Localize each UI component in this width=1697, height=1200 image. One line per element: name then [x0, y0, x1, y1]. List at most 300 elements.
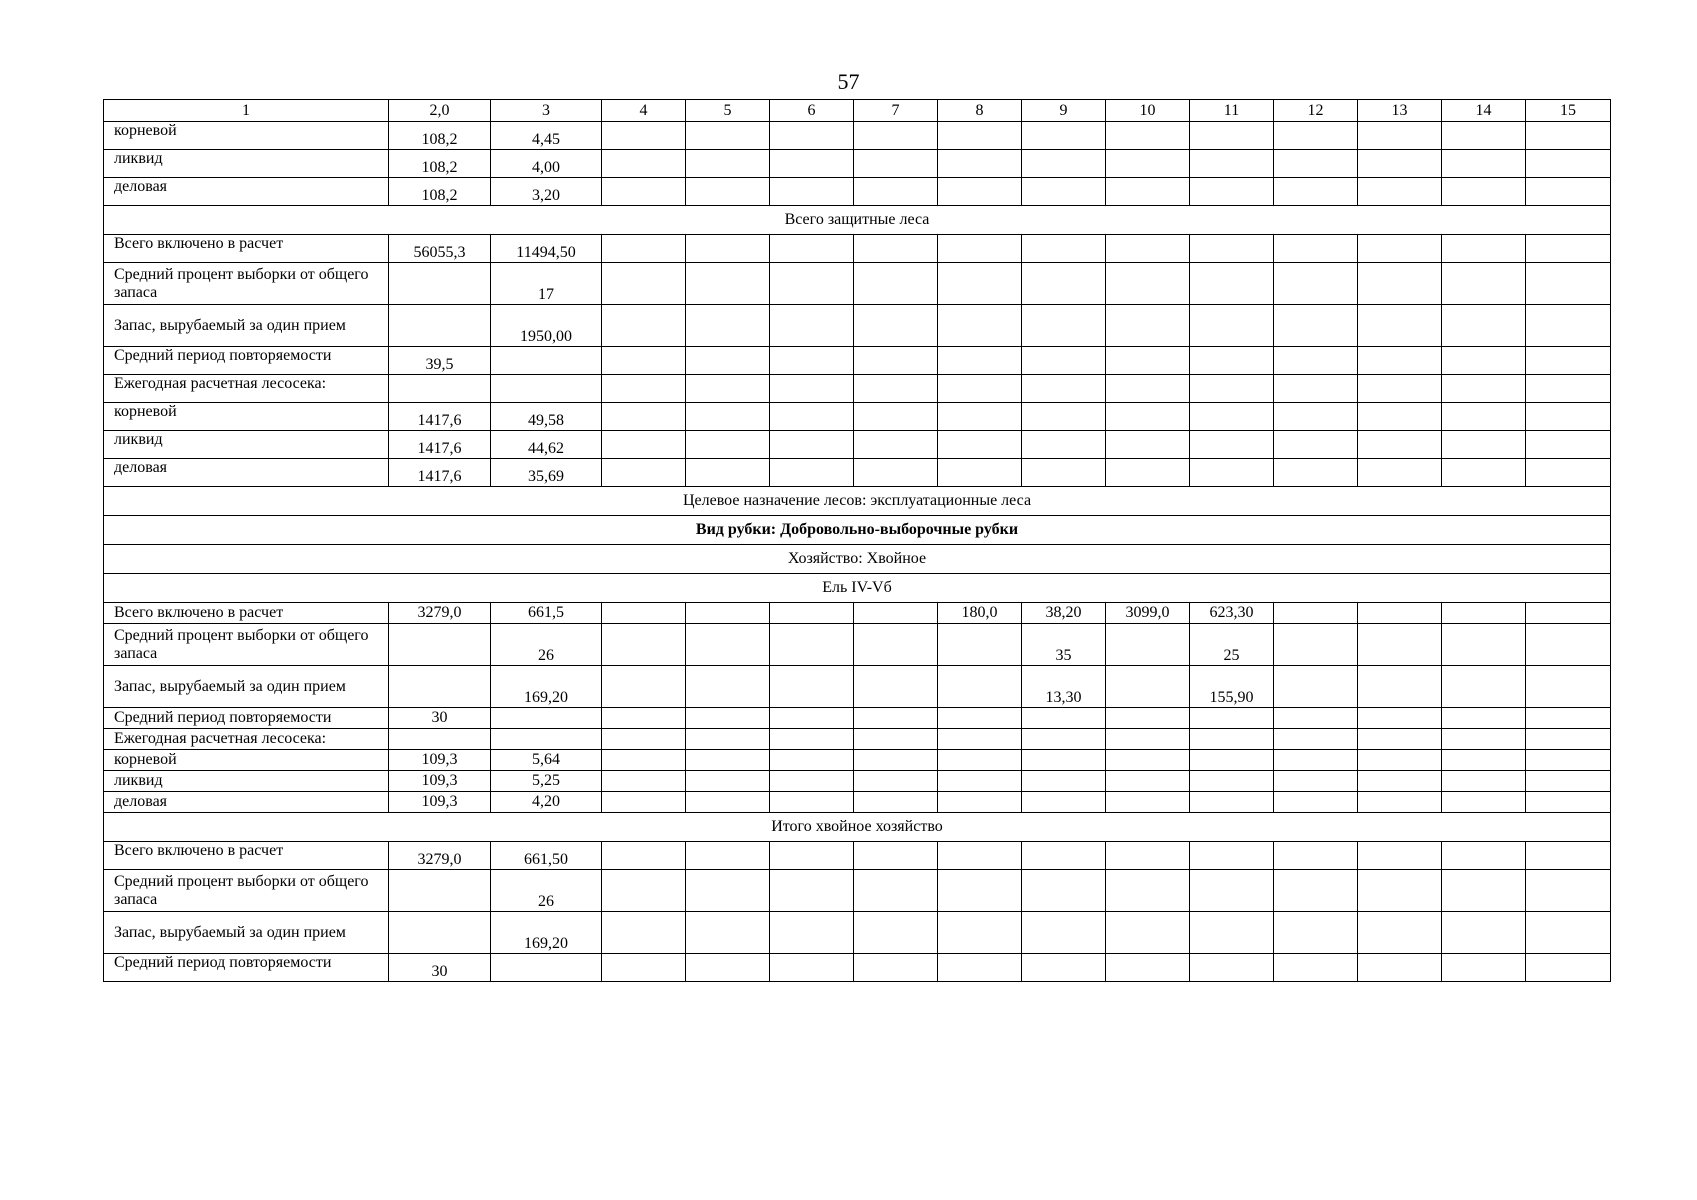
value-cell [1274, 912, 1358, 954]
value-cell [1358, 666, 1442, 708]
value-cell [1526, 347, 1611, 375]
value-cell [770, 708, 854, 729]
value-cell [770, 750, 854, 771]
value-cell [854, 347, 938, 375]
row-label: ликвид [104, 431, 389, 459]
table-row [104, 305, 1611, 347]
value-cell [1190, 375, 1274, 403]
value-cell: 35 [1022, 624, 1106, 666]
value-cell [1274, 347, 1358, 375]
value-cell [389, 263, 491, 305]
value-cell [1274, 666, 1358, 708]
value-cell [854, 708, 938, 729]
value-cell [602, 150, 686, 178]
value-cell [1190, 431, 1274, 459]
value-cell [1022, 347, 1106, 375]
value-cell [686, 603, 770, 624]
section-heading-row [104, 813, 1611, 842]
value-cell: 25 [1190, 624, 1274, 666]
table-row [104, 150, 1611, 178]
value-cell: 3279,0 [389, 842, 491, 870]
table-row [104, 178, 1611, 206]
value-cell [389, 375, 491, 403]
column-number-cell: 2,0 [389, 100, 491, 122]
value-cell [1190, 347, 1274, 375]
row-label: Средний процент выборки от общего запаса [104, 263, 389, 305]
value-cell [854, 235, 938, 263]
value-cell: 49,58 [491, 403, 602, 431]
value-cell [770, 771, 854, 792]
row-label: Средний период повторяемости [104, 708, 389, 729]
value-cell [1526, 954, 1611, 982]
column-number-cell: 5 [686, 100, 770, 122]
value-cell [602, 403, 686, 431]
value-cell [1106, 792, 1190, 813]
value-cell [1442, 459, 1526, 487]
table-row [104, 375, 1611, 403]
value-cell [1022, 178, 1106, 206]
value-cell [1274, 305, 1358, 347]
value-cell [1358, 912, 1442, 954]
value-cell [1106, 771, 1190, 792]
value-cell [1526, 403, 1611, 431]
row-label: деловая [104, 459, 389, 487]
felling-calculation-table [103, 99, 1611, 982]
value-cell [854, 624, 938, 666]
section-heading-row [104, 574, 1611, 603]
table-row [104, 708, 1611, 729]
value-cell [1190, 235, 1274, 263]
section-heading-row [104, 206, 1611, 235]
value-cell [1442, 771, 1526, 792]
value-cell: 11494,50 [491, 235, 602, 263]
value-cell [1358, 624, 1442, 666]
value-cell [1022, 305, 1106, 347]
value-cell: 26 [491, 624, 602, 666]
value-cell [1106, 375, 1190, 403]
value-cell [1526, 431, 1611, 459]
value-cell [686, 150, 770, 178]
row-label: Средний процент выборки от общего запаса [104, 624, 389, 666]
table-row [104, 624, 1611, 666]
value-cell [1190, 954, 1274, 982]
value-cell [1190, 178, 1274, 206]
table-row [104, 235, 1611, 263]
value-cell [389, 624, 491, 666]
value-cell [1274, 842, 1358, 870]
value-cell [1442, 375, 1526, 403]
value-cell [1442, 792, 1526, 813]
value-cell [686, 235, 770, 263]
value-cell [1442, 954, 1526, 982]
value-cell [854, 150, 938, 178]
value-cell [770, 431, 854, 459]
value-cell [1274, 235, 1358, 263]
table-row [104, 122, 1611, 150]
section-heading: Всего защитные леса [104, 206, 1611, 235]
value-cell [1358, 729, 1442, 750]
value-cell [1526, 178, 1611, 206]
value-cell [1358, 235, 1442, 263]
value-cell [602, 235, 686, 263]
value-cell [1274, 431, 1358, 459]
value-cell [938, 235, 1022, 263]
value-cell [1526, 263, 1611, 305]
value-cell [854, 375, 938, 403]
value-cell [1358, 403, 1442, 431]
value-cell [602, 603, 686, 624]
value-cell [1526, 603, 1611, 624]
value-cell [854, 792, 938, 813]
value-cell: 1417,6 [389, 403, 491, 431]
value-cell [389, 912, 491, 954]
value-cell [854, 771, 938, 792]
row-label: Ежегодная расчетная лесосека: [104, 729, 389, 750]
value-cell [1358, 305, 1442, 347]
value-cell [1022, 403, 1106, 431]
value-cell [1022, 708, 1106, 729]
section-heading: Хозяйство: Хвойное [104, 545, 1611, 574]
value-cell [770, 666, 854, 708]
value-cell [686, 263, 770, 305]
value-cell [1526, 842, 1611, 870]
value-cell [1022, 375, 1106, 403]
value-cell [1358, 771, 1442, 792]
value-cell: 5,25 [491, 771, 602, 792]
value-cell: 38,20 [1022, 603, 1106, 624]
value-cell [602, 431, 686, 459]
value-cell [770, 870, 854, 912]
value-cell: 26 [491, 870, 602, 912]
value-cell [938, 403, 1022, 431]
value-cell [1274, 771, 1358, 792]
value-cell [1022, 122, 1106, 150]
value-cell [938, 842, 1022, 870]
value-cell [602, 842, 686, 870]
value-cell: 109,3 [389, 750, 491, 771]
table-row [104, 729, 1611, 750]
value-cell [1022, 870, 1106, 912]
value-cell: 4,20 [491, 792, 602, 813]
value-cell [686, 912, 770, 954]
value-cell [1190, 912, 1274, 954]
value-cell [1526, 235, 1611, 263]
value-cell [1526, 624, 1611, 666]
value-cell [602, 954, 686, 982]
value-cell [938, 122, 1022, 150]
value-cell [389, 305, 491, 347]
value-cell: 169,20 [491, 666, 602, 708]
value-cell [1358, 708, 1442, 729]
value-cell [686, 842, 770, 870]
section-heading-row [104, 487, 1611, 516]
value-cell [770, 729, 854, 750]
value-cell [686, 178, 770, 206]
value-cell: 109,3 [389, 792, 491, 813]
value-cell [938, 954, 1022, 982]
value-cell [1106, 842, 1190, 870]
row-label: ликвид [104, 771, 389, 792]
value-cell: 35,69 [491, 459, 602, 487]
value-cell: 3,20 [491, 178, 602, 206]
value-cell [938, 771, 1022, 792]
value-cell [854, 729, 938, 750]
value-cell [1442, 729, 1526, 750]
value-cell [854, 431, 938, 459]
table-row [104, 666, 1611, 708]
value-cell [1442, 431, 1526, 459]
value-cell [602, 870, 686, 912]
value-cell [491, 729, 602, 750]
value-cell [1190, 459, 1274, 487]
value-cell [1274, 870, 1358, 912]
value-cell [491, 954, 602, 982]
value-cell [1106, 122, 1190, 150]
value-cell [1022, 954, 1106, 982]
value-cell [938, 624, 1022, 666]
value-cell [854, 842, 938, 870]
value-cell [1106, 870, 1190, 912]
value-cell [938, 150, 1022, 178]
table-row [104, 912, 1611, 954]
value-cell [686, 750, 770, 771]
value-cell: 1417,6 [389, 431, 491, 459]
value-cell [1106, 178, 1190, 206]
table-row [104, 347, 1611, 375]
column-number-cell: 15 [1526, 100, 1611, 122]
value-cell [770, 912, 854, 954]
value-cell [1106, 729, 1190, 750]
value-cell [1442, 305, 1526, 347]
value-cell [1190, 403, 1274, 431]
value-cell [1106, 150, 1190, 178]
value-cell [770, 603, 854, 624]
value-cell: 39,5 [389, 347, 491, 375]
value-cell [770, 375, 854, 403]
value-cell: 4,00 [491, 150, 602, 178]
value-cell [938, 178, 1022, 206]
value-cell: 4,45 [491, 122, 602, 150]
value-cell [1106, 235, 1190, 263]
value-cell [602, 122, 686, 150]
value-cell [770, 122, 854, 150]
value-cell [1022, 431, 1106, 459]
value-cell: 661,50 [491, 842, 602, 870]
value-cell [686, 347, 770, 375]
value-cell [854, 750, 938, 771]
table-row [104, 750, 1611, 771]
value-cell: 169,20 [491, 912, 602, 954]
value-cell [389, 870, 491, 912]
row-label: Запас, вырубаемый за один прием [104, 912, 389, 954]
table-row [104, 954, 1611, 982]
value-cell: 108,2 [389, 150, 491, 178]
value-cell [1526, 870, 1611, 912]
column-number-cell: 7 [854, 100, 938, 122]
value-cell [1526, 375, 1611, 403]
table-row [104, 431, 1611, 459]
row-label: ликвид [104, 150, 389, 178]
value-cell [770, 305, 854, 347]
section-heading: Вид рубки: Добровольно-выборочные рубки [104, 516, 1611, 545]
value-cell [686, 624, 770, 666]
value-cell [1526, 150, 1611, 178]
value-cell [1358, 375, 1442, 403]
value-cell [1190, 792, 1274, 813]
section-heading: Итого хвойное хозяйство [104, 813, 1611, 842]
value-cell [770, 624, 854, 666]
value-cell [938, 912, 1022, 954]
value-cell [854, 122, 938, 150]
value-cell [1526, 729, 1611, 750]
value-cell [1106, 459, 1190, 487]
value-cell [1526, 750, 1611, 771]
value-cell [1442, 603, 1526, 624]
value-cell [770, 792, 854, 813]
section-heading-row [104, 545, 1611, 574]
value-cell [602, 347, 686, 375]
value-cell: 109,3 [389, 771, 491, 792]
value-cell [389, 666, 491, 708]
value-cell [602, 305, 686, 347]
row-label: деловая [104, 178, 389, 206]
value-cell [938, 729, 1022, 750]
value-cell [938, 305, 1022, 347]
column-number-cell: 4 [602, 100, 686, 122]
value-cell [1106, 431, 1190, 459]
value-cell [1022, 263, 1106, 305]
value-cell [602, 912, 686, 954]
value-cell: 108,2 [389, 122, 491, 150]
value-cell [938, 459, 1022, 487]
value-cell [1358, 459, 1442, 487]
value-cell: 56055,3 [389, 235, 491, 263]
value-cell [854, 263, 938, 305]
column-number-cell: 1 [104, 100, 389, 122]
value-cell [1022, 792, 1106, 813]
value-cell [938, 347, 1022, 375]
value-cell: 661,5 [491, 603, 602, 624]
value-cell [770, 954, 854, 982]
value-cell [1358, 347, 1442, 375]
table-body [104, 100, 1611, 982]
page-number: 57 [837, 69, 860, 94]
value-cell [1526, 708, 1611, 729]
value-cell [1358, 870, 1442, 912]
column-number-cell: 3 [491, 100, 602, 122]
value-cell [602, 750, 686, 771]
value-cell: 623,30 [1190, 603, 1274, 624]
value-cell [938, 263, 1022, 305]
row-label: Запас, вырубаемый за один прием [104, 666, 389, 708]
value-cell [770, 235, 854, 263]
value-cell [1442, 870, 1526, 912]
value-cell [1442, 666, 1526, 708]
value-cell [1358, 603, 1442, 624]
row-label: Всего включено в расчет [104, 603, 389, 624]
value-cell [770, 347, 854, 375]
value-cell [770, 263, 854, 305]
value-cell [1190, 122, 1274, 150]
value-cell [1526, 771, 1611, 792]
value-cell [770, 403, 854, 431]
value-cell [1106, 912, 1190, 954]
value-cell [1358, 150, 1442, 178]
value-cell [770, 842, 854, 870]
table-row [104, 403, 1611, 431]
value-cell [938, 792, 1022, 813]
value-cell [1442, 150, 1526, 178]
value-cell [1442, 708, 1526, 729]
value-cell [1526, 459, 1611, 487]
value-cell [602, 729, 686, 750]
value-cell [1526, 122, 1611, 150]
value-cell [1526, 792, 1611, 813]
value-cell: 3099,0 [1106, 603, 1190, 624]
row-label: Средний процент выборки от общего запаса [104, 870, 389, 912]
value-cell [1274, 459, 1358, 487]
value-cell [1274, 792, 1358, 813]
table-row [104, 263, 1611, 305]
value-cell [1274, 150, 1358, 178]
value-cell [854, 912, 938, 954]
row-label: Ежегодная расчетная лесосека: [104, 375, 389, 403]
value-cell [1190, 870, 1274, 912]
row-label: Средний период повторяемости [104, 954, 389, 982]
value-cell [686, 954, 770, 982]
value-cell [602, 792, 686, 813]
value-cell [1106, 263, 1190, 305]
value-cell [602, 263, 686, 305]
column-number-cell: 13 [1358, 100, 1442, 122]
row-label: корневой [104, 122, 389, 150]
row-label: деловая [104, 792, 389, 813]
value-cell [686, 431, 770, 459]
column-number-cell: 14 [1442, 100, 1526, 122]
row-label: Средний период повторяемости [104, 347, 389, 375]
value-cell [1190, 750, 1274, 771]
value-cell [602, 178, 686, 206]
value-cell [1274, 263, 1358, 305]
value-cell [1526, 305, 1611, 347]
value-cell [686, 403, 770, 431]
value-cell [1358, 122, 1442, 150]
value-cell [389, 729, 491, 750]
value-cell [1022, 842, 1106, 870]
value-cell [1358, 178, 1442, 206]
value-cell [1442, 122, 1526, 150]
column-number-cell: 6 [770, 100, 854, 122]
value-cell [1274, 403, 1358, 431]
value-cell [602, 375, 686, 403]
value-cell: 44,62 [491, 431, 602, 459]
column-number-cell: 11 [1190, 100, 1274, 122]
value-cell [1274, 729, 1358, 750]
table-row [104, 842, 1611, 870]
value-cell [686, 771, 770, 792]
value-cell [1190, 150, 1274, 178]
value-cell [602, 624, 686, 666]
value-cell [686, 729, 770, 750]
value-cell [1442, 178, 1526, 206]
value-cell [1106, 666, 1190, 708]
value-cell [1442, 750, 1526, 771]
value-cell [1442, 842, 1526, 870]
section-heading: Ель IV-Vб [104, 574, 1611, 603]
value-cell [686, 305, 770, 347]
value-cell [1190, 729, 1274, 750]
value-cell [938, 431, 1022, 459]
